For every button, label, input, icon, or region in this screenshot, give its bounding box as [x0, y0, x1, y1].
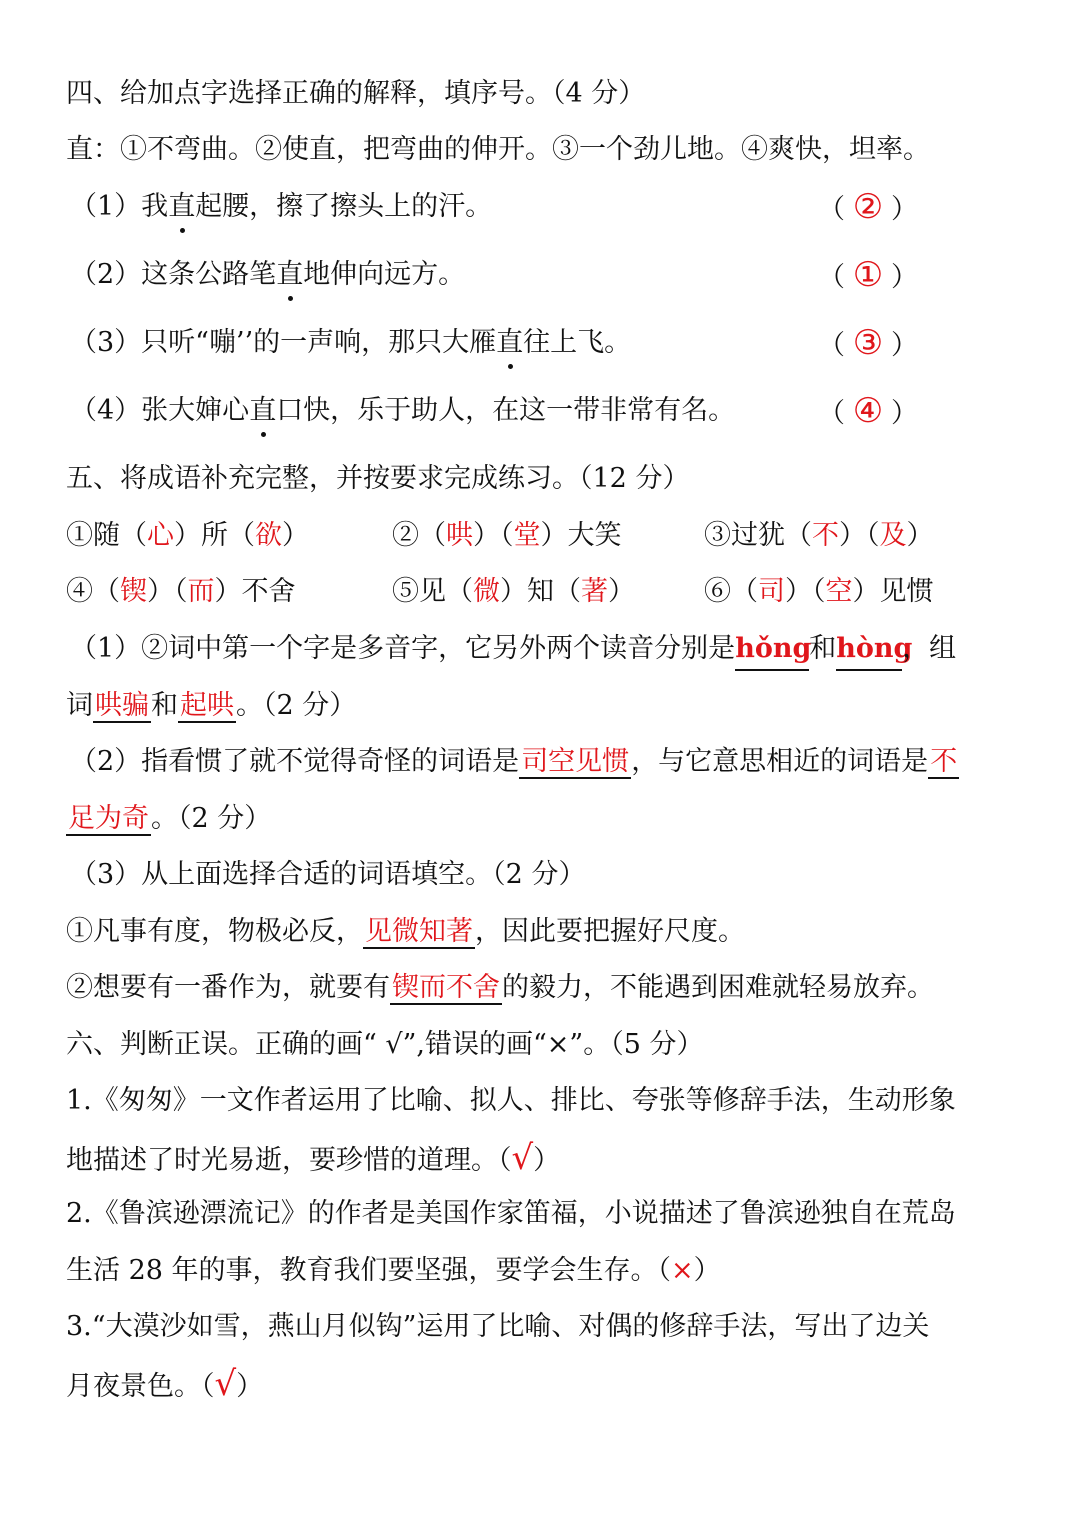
idiom-1: ①随（心）所（欲）: [66, 520, 309, 551]
judge-item-1: 1.《匆匆》一文作者运用了比喻、拟人、排比、夸张等修辞手法，生动形象: [66, 1085, 956, 1116]
fill-sentence-2: ②想要有一番作为，就要有锲而不舍的毅力，不能遇到困难就轻易放弃。: [66, 972, 934, 1003]
judge-item-2: 2.《鲁滨逊漂流记》的作者是美国作家笛福，小说描述了鲁滨逊独自在荒岛: [66, 1198, 956, 1229]
definitions: 直：①不弯曲。②使直，把弯曲的伸开。③一个劲儿地。④爽快，坦率。: [66, 134, 930, 165]
answer-3: ③: [852, 323, 884, 363]
sub-question-2: （2）指看惯了就不觉得奇怪的词语是司空见惯，与它意思相近的词语是不: [70, 746, 958, 777]
sub-question-1: （1）②词中第一个字是多音字，它另外两个读音分别是hǒng和hòng，组: [70, 629, 956, 671]
word-answer-1: 哄骗: [95, 690, 149, 721]
fill-answer-1: 见微知著: [365, 916, 473, 947]
idiom-4: ④（锲）（而）不舍: [66, 576, 296, 607]
section4-title: 四、给加点字选择正确的解释，填序号。（4 分）: [66, 78, 646, 109]
fill-sentence-1: ①凡事有度，物极必反，见微知著，因此要把握好尺度。: [66, 916, 745, 947]
answer-box-1: （ ② ）: [818, 187, 918, 227]
idiom-answer-1: 司空见惯: [521, 746, 630, 777]
judge-item-1-cont: 地描述了时光易逝，要珍惜的道理。（√）: [66, 1138, 561, 1178]
sub-question-1-cont: 词哄骗和起哄。（2 分）: [66, 690, 357, 721]
answer-4: ④: [852, 391, 884, 431]
section5-title: 五、将成语补充完整，并按要求完成练习。（12 分）: [66, 463, 690, 494]
idiom-5: ⑤见（微）知（著）: [392, 576, 635, 607]
cross-mark-2: ×: [671, 1255, 694, 1286]
fill-answer-2: 锲而不舍: [392, 972, 500, 1003]
idiom-answer-2b: 足为奇: [68, 803, 149, 834]
answer-box-3: （ ③ ）: [818, 323, 918, 363]
judge-item-3: 3.“大漠沙如雪，燕山月似钩”运用了比喻、对偶的修辞手法，写出了边关: [66, 1311, 930, 1342]
answer-box-2: （ ① ）: [818, 255, 918, 295]
pinyin-answer-2: hòng: [836, 629, 902, 671]
check-mark-3: √: [214, 1364, 237, 1404]
question-item-2: （2）这条公路笔直地伸向远方。: [70, 255, 465, 295]
section6-title: 六、判断正误。正确的画“ √”,错误的画“×”。（5 分）: [66, 1029, 704, 1060]
sub-question-3: （3）从上面选择合适的词语填空。（2 分）: [70, 859, 586, 890]
idiom-answer-2a: 不: [930, 746, 958, 777]
answer-1: ②: [852, 187, 884, 227]
idiom-3: ③过犹（不）（及）: [704, 520, 934, 551]
word-answer-2: 起哄: [180, 690, 234, 721]
idiom-6: ⑥（司）（空）见惯: [704, 576, 934, 607]
check-mark-1: √: [511, 1138, 534, 1178]
judge-item-3-cont: 月夜景色。（√）: [66, 1364, 264, 1404]
idiom-2: ②（哄）（堂）大笑: [392, 520, 622, 551]
answer-2: ①: [852, 255, 884, 295]
question-item-4: （4）张大婶心直口快，乐于助人，在这一带非常有名。: [70, 391, 735, 431]
answer-box-4: （ ④ ）: [818, 391, 918, 431]
question-item-3: （3）只听“嘣’’的一声响，那只大雁直往上飞。: [70, 323, 631, 363]
pinyin-answer-1: hǒng: [735, 629, 809, 671]
judge-item-2-cont: 生活 28 年的事，教育我们要坚强，要学会生存。（×）: [66, 1255, 721, 1286]
sub-question-2-cont: 足为奇。（2 分）: [68, 803, 272, 834]
question-item-1: （1）我直起腰，擦了擦头上的汗。: [70, 187, 492, 227]
